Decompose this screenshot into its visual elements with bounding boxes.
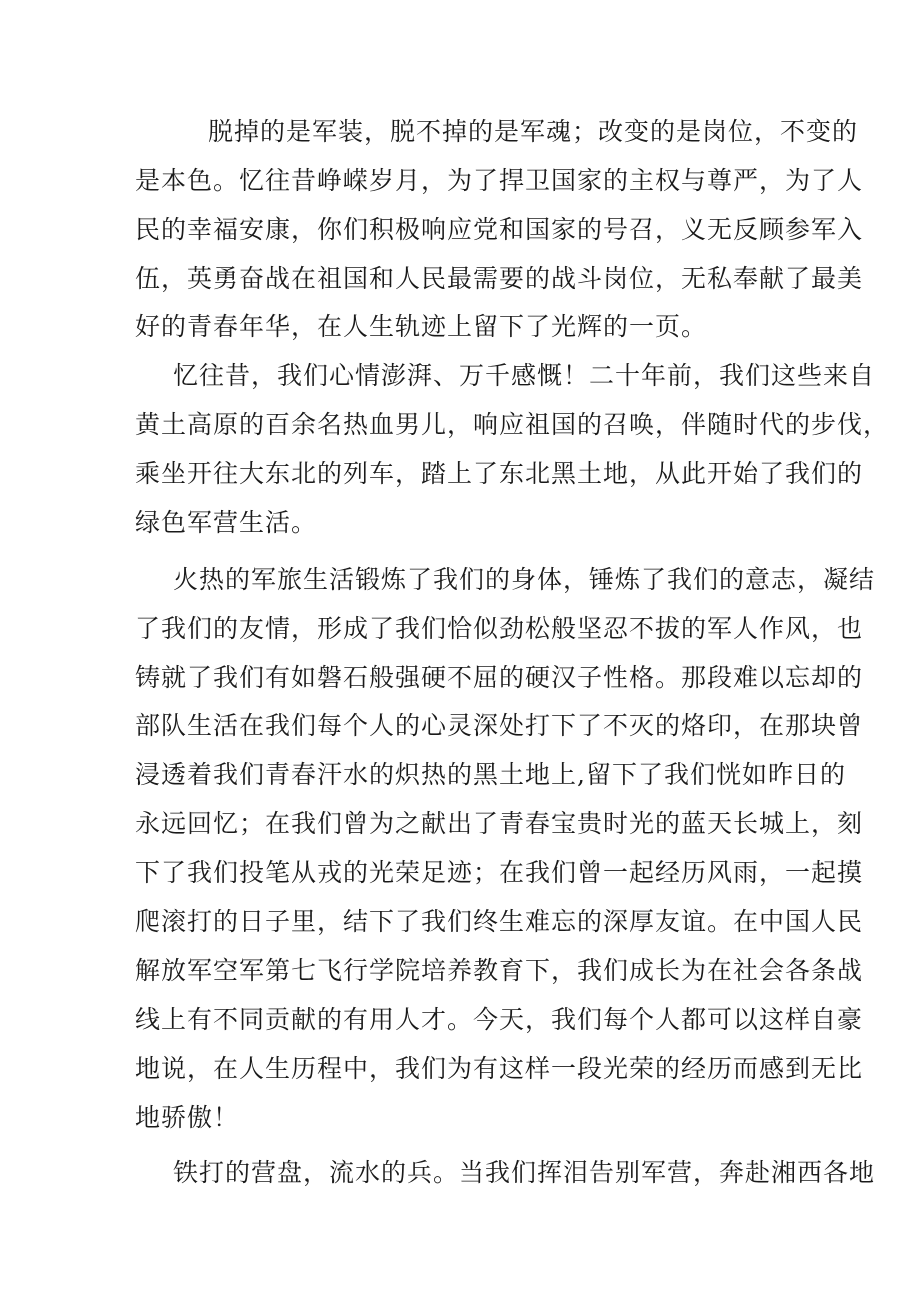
paragraph-line: 黄土高原的百余名热血男儿，响应祖国的召唤，伴随时代的步伐， xyxy=(135,410,890,439)
paragraph-line: 了我们的友情，形成了我们恰似劲松般坚忍不拔的军人作风，也 xyxy=(135,614,864,643)
paragraph-line: 地说，在人生历程中，我们为有这样一段光荣的经历而感到无比 xyxy=(135,1054,864,1083)
paragraph-line: 铸就了我们有如磐石般强硬不屈的硬汉子性格。那段难以忘却的 xyxy=(135,663,864,692)
paragraph-line: 地骄傲！ xyxy=(135,1103,240,1132)
paragraph-line: 绿色军营生活。 xyxy=(135,508,318,537)
paragraph-line: 下了我们投笔从戎的光荣足迹；在我们曾一起经历风雨，一起摸 xyxy=(135,858,864,887)
paragraph-line: 浸透着我们青春汗水的炽热的黑土地上,留下了我们恍如昨日的 xyxy=(135,760,846,789)
paragraph-line: 好的青春年华，在人生轨迹上留下了光辉的一页。 xyxy=(135,312,708,341)
paragraph-line: 爬滚打的日子里，结下了我们终生难忘的深厚友谊。在中国人民 xyxy=(135,907,864,936)
paragraph-line: 是本色。忆往昔峥嵘岁月，为了捍卫国家的主权与尊严，为了人 xyxy=(135,166,864,195)
paragraph-line: 忆往昔，我们心情澎湃、万千感慨！二十年前，我们这些来自 xyxy=(173,361,876,390)
paragraph-line: 民的幸福安康，你们积极响应党和国家的号召，义无反顾参军入 xyxy=(135,215,864,244)
paragraph-line: 伍，英勇奋战在祖国和人民最需要的战斗岗位，无私奉献了最美 xyxy=(135,264,864,293)
paragraph-line: 解放军空军第七飞行学院培养教育下，我们成长为在社会各条战 xyxy=(135,956,864,985)
paragraph-line: 脱掉的是军装，脱不掉的是军魂；改变的是岗位，不变的 xyxy=(208,117,859,146)
paragraph-line: 线上有不同贡献的有用人才。今天，我们每个人都可以这样自豪 xyxy=(135,1005,864,1034)
paragraph-line: 部队生活在我们每个人的心灵深处打下了不灭的烙印，在那块曾 xyxy=(135,711,864,740)
paragraph-line: 铁打的营盘，流水的兵。当我们挥泪告别军营，奔赴湘西各地 xyxy=(173,1158,876,1187)
paragraph-line: 火热的军旅生活锻炼了我们的身体，锤炼了我们的意志，凝结 xyxy=(173,565,876,594)
paragraph-line: 永远回忆；在我们曾为之献出了青春宝贵时光的蓝天长城上，刻 xyxy=(135,809,864,838)
paragraph-line: 乘坐开往大东北的列车，踏上了东北黑土地，从此开始了我们的 xyxy=(135,459,864,488)
